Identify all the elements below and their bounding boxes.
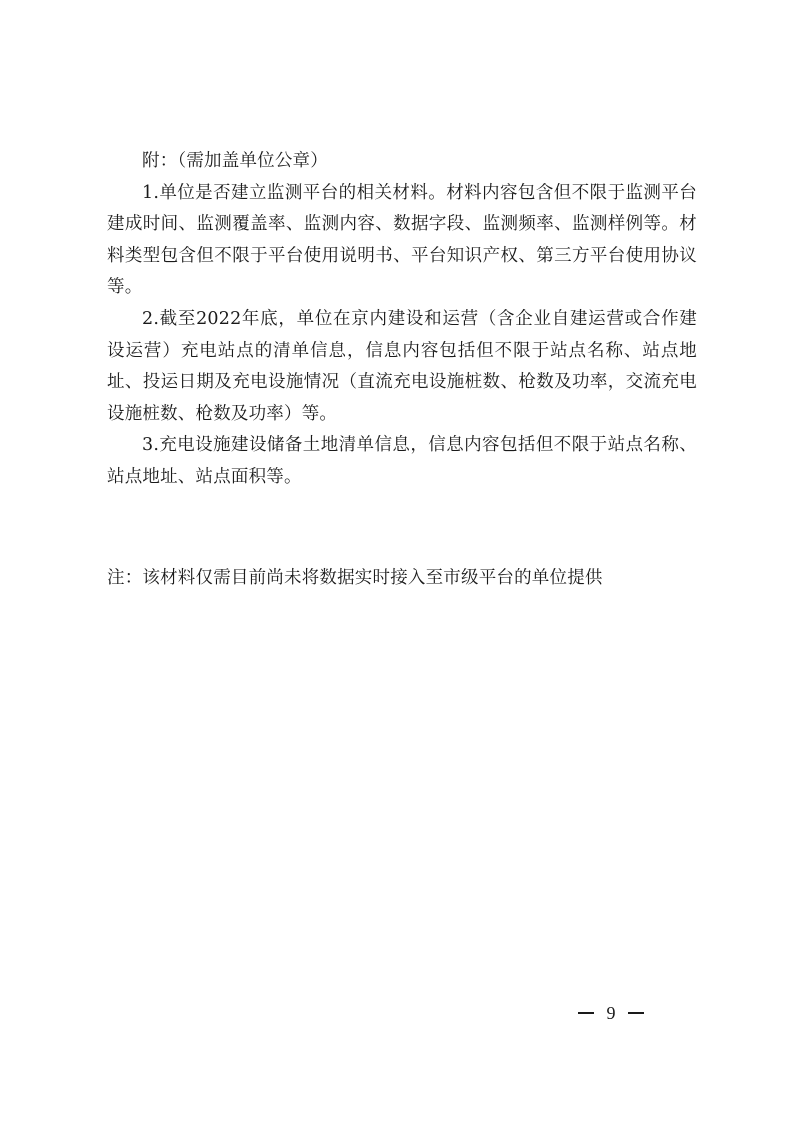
attachment-item-3: 3.充电设施建设储备土地清单信息，信息内容包括但不限于站点名称、站点地址、站点面积等。: [107, 435, 697, 487]
page-number-value: 9: [606, 1002, 616, 1023]
page-number: [578, 998, 644, 1028]
page-number-dash-left: [578, 1012, 594, 1014]
attachment-heading: 附：（需加盖单位公章）: [142, 151, 328, 171]
attachment-item-1: 1.单位是否建立监测平台的相关材料。材料内容包含但不限于监测平台建成时间、监测覆盖率、监测内容、数据字段、监测频率、监测样例等。材料类型包含但不限于平台使用说明书、平台知识产权、第三方平台使用协议等。: [107, 182, 697, 298]
document-body: [107, 146, 697, 494]
footnote: 注：该材料仅需目前尚未将数据实时接入至市级平台的单位提供: [107, 568, 603, 588]
page-number-dash-right: [628, 1012, 644, 1014]
attachment-item-2: 2.截至2022年底，单位在京内建设和运营（含企业自建运营或合作建设运营）充电站点的清单信息，信息内容包括但不限于站点名称、站点地址、投运日期及充电设施情况（直流充电设施桩数、枪数及功率，交流充电设施桩数、枪数及功率）等。: [107, 308, 697, 424]
